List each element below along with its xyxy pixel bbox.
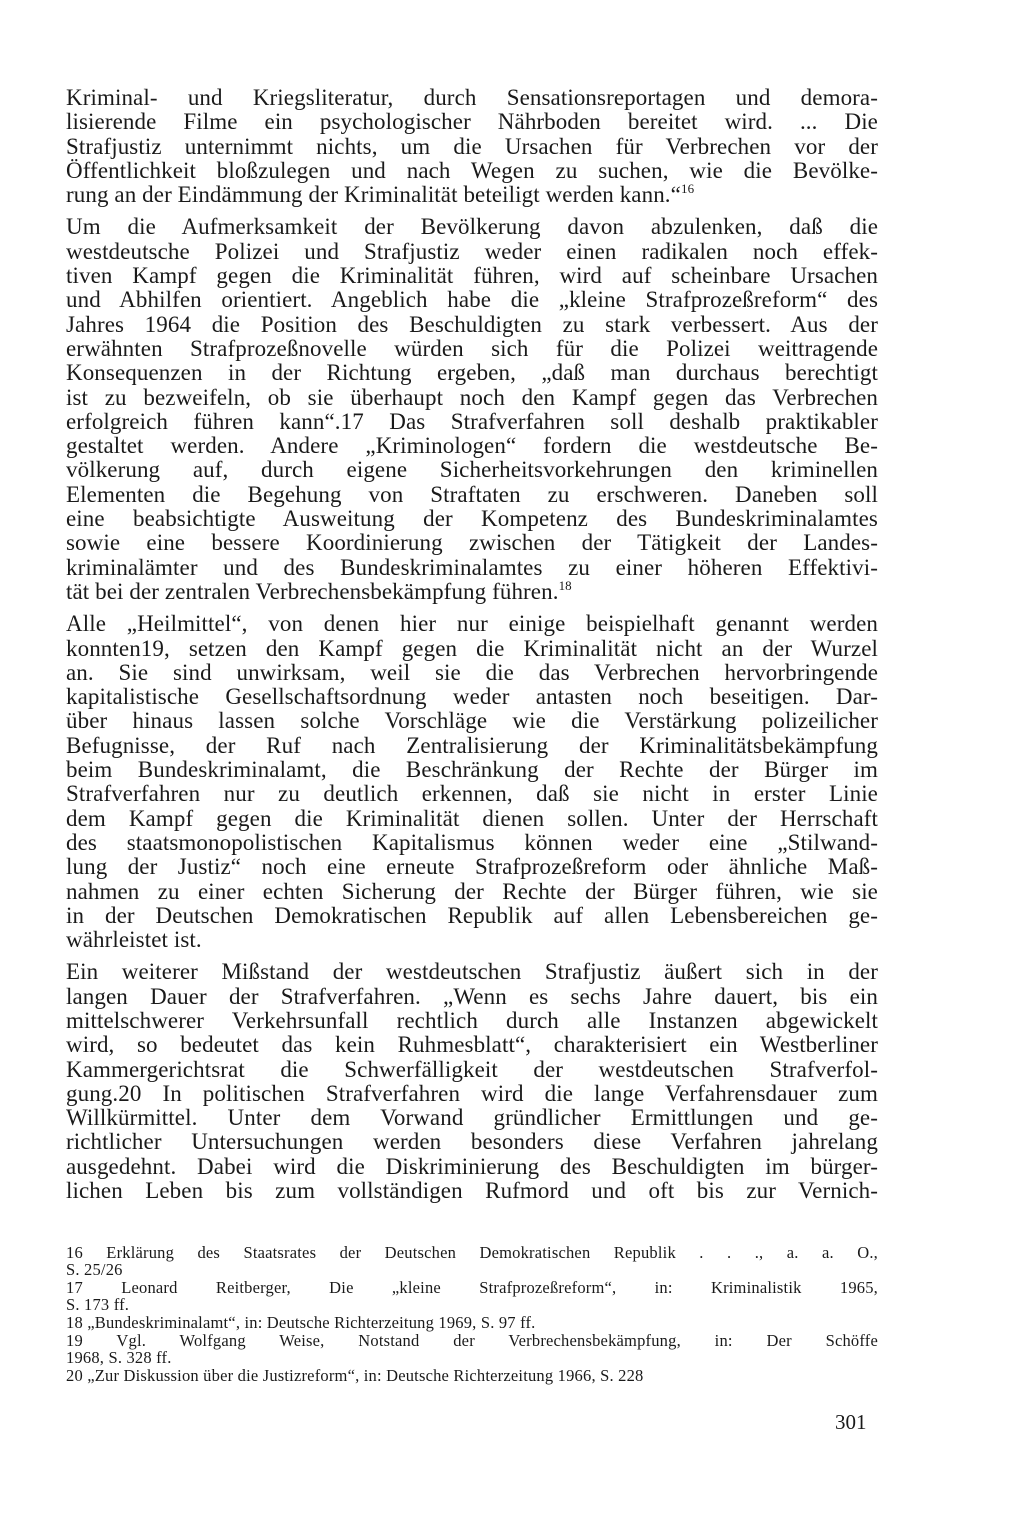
text-line: westdeutsche Polizei und Strafjustiz weder einen radikalen noch effek- (66, 238, 878, 264)
text-line: lichen Leben bis zum vollständigen Rufmord und oft bis zur Vernich- (66, 1178, 878, 1204)
text-line: ist zu bezweifeln, ob sie überhaupt noch den Kampf gegen das Verbrechen (66, 384, 878, 410)
paragraph-quote-end (66, 86, 878, 207)
text-line (66, 577, 878, 604)
body-text (66, 86, 878, 1203)
text-line-content: tät bei der zentralen Verbrechensbekämpfung führen. (66, 578, 559, 604)
text-line: Befugnisse, der Ruf nach Zentralisierung der Kriminalitätsbekämpfung (66, 732, 878, 758)
text-line: eine beabsichtigte Ausweitung der Kompetenz des Bundeskriminalamtes (66, 506, 878, 532)
text-line: Jahres 1964 die Position des Beschuldigten zu stark verbessert. Aus der (66, 311, 878, 337)
text-line: kapitalistische Gesellschaftsordnung weder antasten noch beseitigen. Dar- (66, 684, 878, 710)
text-line: sowie eine bessere Koordinierung zwischen der Tätigkeit der Landes- (66, 530, 878, 556)
footnote-line: 17 Leonard Reitberger, Die „kleine Strafprozeßreform“, in: Kriminalistik 1965, (66, 1278, 878, 1297)
paragraph-remedies (66, 612, 878, 952)
text-line (66, 183, 878, 207)
footnote-16 (66, 1244, 878, 1278)
footnote-line: 1968, S. 328 ff. (66, 1348, 172, 1367)
text-line: erwähnten Strafprozeßnovelle würden sich für die Polizei weittragende (66, 335, 878, 361)
footnote-reference: 16 (680, 181, 695, 197)
footnote-line: 18 „Bundeskriminalamt“, in: Deutsche Richterzeitung 1969, S. 97 ff. (66, 1313, 536, 1332)
text-line: konnten19, setzen den Kampf gegen die Kriminalität nicht an der Wurzel (66, 635, 878, 661)
footnote-line: 16 Erklärung des Staatsrates der Deutschen Demokratischen Republik . . ., a. a. O., (66, 1243, 878, 1262)
text-line: mittelschwerer Verkehrsunfall rechtlich durch alle Instanzen abgewickelt (66, 1007, 878, 1033)
text-line: ausgedehnt. Dabei wird die Diskriminierung des Beschuldigten im bürger- (66, 1153, 878, 1179)
footnote-19 (66, 1332, 878, 1366)
text-line: Ein weiterer Mißstand der westdeutschen Strafjustiz äußert sich in der (66, 959, 878, 985)
footnote-reference: 18 (558, 577, 572, 593)
footnote-line: S. 173 ff. (66, 1295, 130, 1314)
paragraph-criminology (66, 215, 878, 604)
text-line: gestaltet werden. Andere „Kriminologen“ fordern die westdeutsche Be- (66, 433, 878, 459)
paragraph-duration (66, 960, 878, 1203)
footnote-18 (66, 1314, 878, 1331)
footnote-17 (66, 1279, 878, 1313)
footnote-line: 20 „Zur Diskussion über die Justizreform“, in: Deutsche Richterzeitung 1966, S. 228 (66, 1366, 644, 1385)
text-line: Willkürmittel. Unter dem Vorwand gründlicher Ermittlungen und ge- (66, 1105, 878, 1131)
text-line: tiven Kampf gegen die Kriminalität führen, wird auf scheinbare Ursachen (66, 263, 878, 289)
text-line: Elementen die Begehung von Straftaten zu erschweren. Daneben soll (66, 481, 878, 507)
text-line: und Abhilfen orientiert. Angeblich habe die „kleine Strafprozeßreform“ des (66, 287, 878, 313)
text-line: wird, so bedeutet das kein Ruhmesblatt“, charakterisiert ein Westberliner (66, 1032, 878, 1058)
text-line: langen Dauer der Strafverfahren. „Wenn es sechs Jahre dauert, bis ein (66, 983, 878, 1009)
text-line: gung.20 In politischen Strafverfahren wird die lange Verfahrensdauer zum (66, 1080, 878, 1106)
text-line: kriminalämter und des Bundeskriminalamtes zu einer höheren Effektivi- (66, 554, 878, 580)
text-line: Öffentlichkeit bloßzulegen und nach Wegen zu suchen, wie die Bevölke- (66, 157, 878, 183)
text-line: dem Kampf gegen die Kriminalität dienen sollen. Unter der Herrschaft (66, 805, 878, 831)
text-line: Strafjustiz unternimmt nichts, um die Ursachen für Verbrechen vor der (66, 133, 878, 159)
text-line: des staatsmonopolistischen Kapitalismus können weder eine „Stilwand- (66, 829, 878, 855)
text-line: lisierende Filme ein psychologischer Nährboden bereitet wird. ... Die (66, 109, 878, 135)
page-number: 301 (835, 1410, 867, 1434)
text-line: nahmen zu einer echten Sicherung der Rechte der Bürger führen, wie sie (66, 878, 878, 904)
text-line: beim Bundeskriminalamt, die Beschränkung der Rechte der Bürger im (66, 757, 878, 783)
text-line: über hinaus lassen solche Vorschläge wie die Verstärkung polizeilicher (66, 708, 878, 734)
text-line: völkerung auf, durch eigene Sicherheitsvorkehrungen den kriminellen (66, 457, 878, 483)
text-line: Kriminal- und Kriegsliteratur, durch Sensationsreportagen und demora- (66, 85, 878, 110)
footnote-20 (66, 1367, 878, 1384)
text-line: richtlicher Untersuchungen werden besonders diese Verfahren jahrelang (66, 1129, 878, 1155)
text-line: in der Deutschen Demokratischen Republik auf allen Lebensbereichen ge- (66, 902, 878, 928)
text-line: an. Sie sind unwirksam, weil sie die das Verbrechen hervorbringende (66, 659, 878, 685)
footnote-line: S. 25/26 (66, 1260, 123, 1279)
text-line: Konsequenzen in der Richtung ergeben, „daß man durchaus berechtigt (66, 360, 878, 386)
text-line: Strafverfahren nur zu deutlich erkennen, daß sie nicht in erster Linie (66, 781, 878, 807)
text-line: Alle „Heilmittel“, von denen hier nur einige beispielhaft genannt werden (66, 611, 878, 637)
text-line: Um die Aufmerksamkeit der Bevölkerung davon abzulenken, daß die (66, 214, 878, 240)
footnotes (66, 1244, 878, 1385)
footnote-line: 19 Vgl. Wolfgang Weise, Notstand der Verbrechensbekämpfung, in: Der Schöffe (66, 1331, 878, 1350)
text-line: erfolgreich führen kann“.17 Das Strafverfahren soll deshalb praktikabler (66, 408, 878, 434)
text-line-content: rung an der Eindämmung der Kriminalität beteiligt werden kann.“ (66, 182, 681, 208)
text-line: Kammergerichtsrat die Schwerfälligkeit der westdeutschen Strafverfol- (66, 1056, 878, 1082)
text-line: lung der Justiz“ noch eine erneute Strafprozeßreform oder ähnliche Maß- (66, 854, 878, 880)
text-line: währleistet ist. (66, 927, 202, 953)
